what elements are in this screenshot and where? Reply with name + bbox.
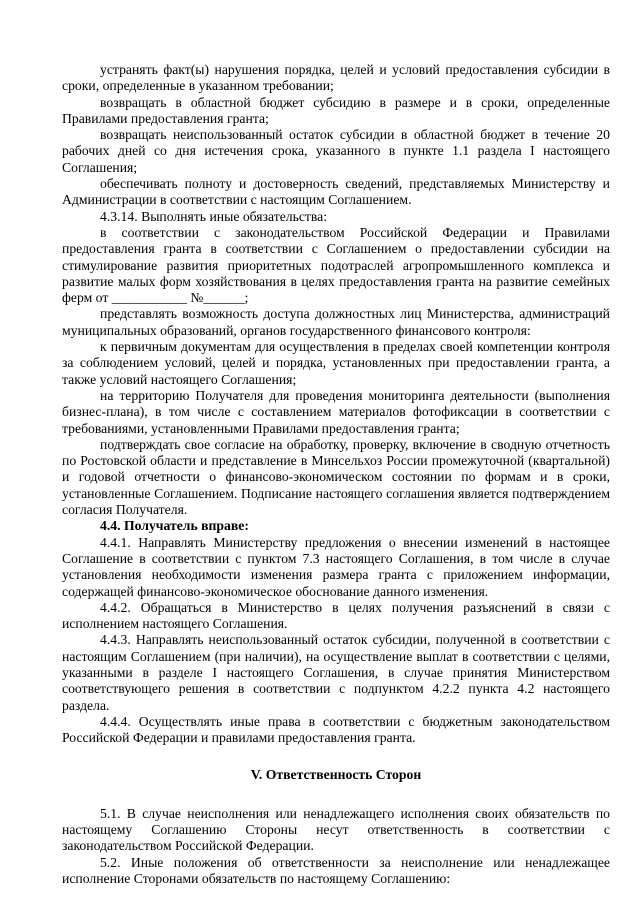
paragraph-return-subsidy: возвращать в областной бюджет субсидию в размере и в сроки, определенные Правилами предоставления гранта; (62, 94, 610, 126)
paragraph-4-4-1: 4.4.1. Направлять Министерству предложения о внесении изменений в настоящее Соглашение в соответствии с пунктом 7.3 настоящего Соглашения, в том числе в случае установления необходимости изменения размера гранта с приложением информации, содержащей финансово-экономическое обоснование данного изменения. (62, 534, 610, 599)
paragraph-primary-documents: к первичным документам для осуществления в пределах своей компетенции контроля за соблюдением условий, целей и порядка, установленных при предоставлении гранта, а также условий настоящего Соглашения; (62, 339, 610, 387)
subsection-title-rights: 4.4. Получатель вправе: (100, 518, 249, 534)
paragraph-provide-access: представлять возможность доступа должностных лиц Министерства, администраций муниципальных образований, органов государственного финансового контроля: (62, 306, 610, 338)
paragraph-recipient-territory: на территорию Получателя для проведения мониторинга деятельности (выполнения бизнес-плана), в том числе с составлением материалов фотофиксации в соответствии с требованиями, установленными Правилами предоставления гранта; (62, 387, 610, 436)
paragraph-4-4-4: 4.4.4. Осуществлять иные права в соответствии с бюджетным законодательством Российской Федерации и правилами предоставления гранта. (62, 713, 610, 746)
paragraph-4-4-2: 4.4.2. Обращаться в Министерство в целях получения разъяснений в связи с исполнением настоящего Соглашения. (62, 599, 610, 632)
paragraph-ensure-completeness: обеспечивать полноту и достоверность сведений, представляемых Министерству и Администрации в соответствии с настоящим Соглашением. (62, 176, 610, 208)
paragraph-in-accordance-with-law: в соответствии с законодательством Российской Федерации и Правилами предоставления гранта в соответствии с Соглашением о предоставлении субсидии на стимулирование развития приоритетных подотраслей агропромышленного комплекса и развитие малых форм хозяйствования в целях предоставления гранта на развитие семейных ферм от ___________ №______; (62, 224, 610, 306)
paragraph-5-1: 5.1. В случае неисполнения или ненадлежащего исполнения своих обязательств по настоящему Соглашению Стороны несут ответственность в соответствии с законодательством Российской Федерации. (62, 805, 610, 854)
paragraph-eliminate-violations: устранять факт(ы) нарушения порядка, целей и условий предоставления субсидии в сроки, определенные в указанном требовании; (62, 62, 610, 94)
paragraph-4-4-3: 4.4.3. Направлять неиспользованный остаток субсидии, полученной в соответствии с настоящим Соглашением (при наличии), на осуществление выплат в соответствии с целями, указанными в разделе I настоящего Соглашения, в случае принятия Министерством соответствующего решения в соответствии с подпунктом 4.2.2 пункта 4.2 настоящего раздела. (62, 632, 610, 713)
document-page (62, 62, 610, 887)
paragraph-confirm-consent: подтверждать свое согласие на обработку, проверку, включение в сводную отчетность по Ростовской области и представление в Минсельхоз России промежуточной (квартальной) и годовой отчетности о финансово-экономическом состоянии по формам и в сроки, установленные Соглашением. Подписание настоящего соглашения является подтверждением согласия Получателя. (62, 436, 610, 518)
section-title-responsibility: V. Ответственность Сторон (250, 767, 422, 783)
paragraph-4-3-14: 4.3.14. Выполнять иные обязательства: (100, 208, 328, 224)
paragraph-5-2: 5.2. Иные положения об ответственности за неисполнение или ненадлежащее исполнение Сторонами обязательств по настоящему Соглашению: (62, 854, 610, 886)
paragraph-return-unused-balance: возвращать неиспользованный остаток субсидии в областной бюджет в течение 20 рабочих дней со дня истечения срока, указанного в пункте 1.1 раздела I настоящего Соглашения; (62, 127, 610, 175)
